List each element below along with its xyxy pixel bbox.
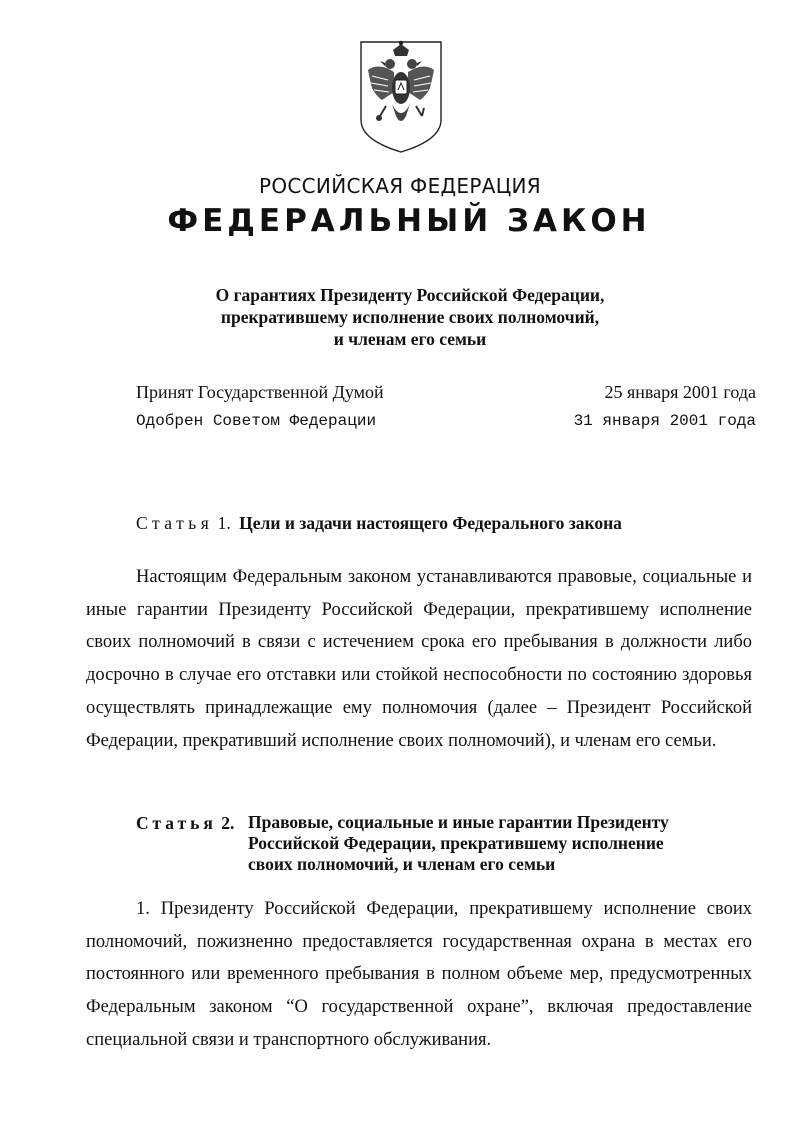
article-number: 2.: [221, 813, 235, 833]
article-2-text: 1. Президенту Российской Федерации, прекратившему исполнение своих полномочий, пожизненно предоставляется государственная охрана в местах его постоянного или временного пребывания в полном объеме мер, предусмотренных Федеральным законом “О государственной охране”, включая предоставление специальной связи и транспортного обслуживания.: [86, 899, 752, 1050]
article-1-text: Настоящим Федеральным законом устанавливаются правовые, социальные и иные гарантии Президенту Российской Федерации, прекратившему исполнение своих полномочий в связи с истечением срока его пребывания в должности либо досрочно в случае его отставки или стойкой неспособности по состоянию здоровья осуществлять принадлежащие ему полномочия (далее – Президент Российской Федерации, прекративший исполнение своих полномочий), и членам его семьи.: [86, 567, 752, 751]
article-number: 1.: [217, 513, 231, 533]
law-title-line: О гарантиях Президенту Российской Федерации,: [215, 285, 605, 305]
adoption-date: 25 января 2001 года: [604, 382, 756, 402]
article-title-line: своих полномочий, и членам его семьи: [248, 854, 556, 874]
adoption-label: Одобрен Советом Федерации: [136, 412, 377, 430]
country-name: РОССИЙСКАЯ ФЕДЕРАЦИЯ: [259, 174, 541, 198]
article-title: [248, 812, 718, 875]
article-label: [136, 812, 238, 834]
law-title-line: и членам его семьи: [333, 329, 487, 349]
article-word: Статья: [136, 513, 214, 533]
coat-of-arms-icon: [358, 36, 444, 156]
article-title-line: Правовые, социальные и иные гарантии Президенту: [248, 812, 669, 832]
adoption-label: Принят Государственной Думой: [136, 382, 384, 402]
article-title-line: Российской Федерации, прекратившему исполнение: [248, 833, 664, 853]
document-type: ФЕДЕРАЛЬНЫЙ ЗАКОН: [167, 203, 651, 239]
law-title: [140, 284, 680, 350]
adoption-row-council: [136, 412, 756, 436]
article-1-heading: [136, 512, 622, 534]
law-title-line: прекратившему исполнение своих полномочий,: [220, 307, 600, 327]
adoption-row-duma: [136, 382, 756, 406]
article-title: Цели и задачи настоящего Федерального закона: [239, 513, 622, 533]
adoption-date: 31 января 2001 года: [573, 412, 756, 430]
article-word: Статья: [136, 813, 217, 833]
